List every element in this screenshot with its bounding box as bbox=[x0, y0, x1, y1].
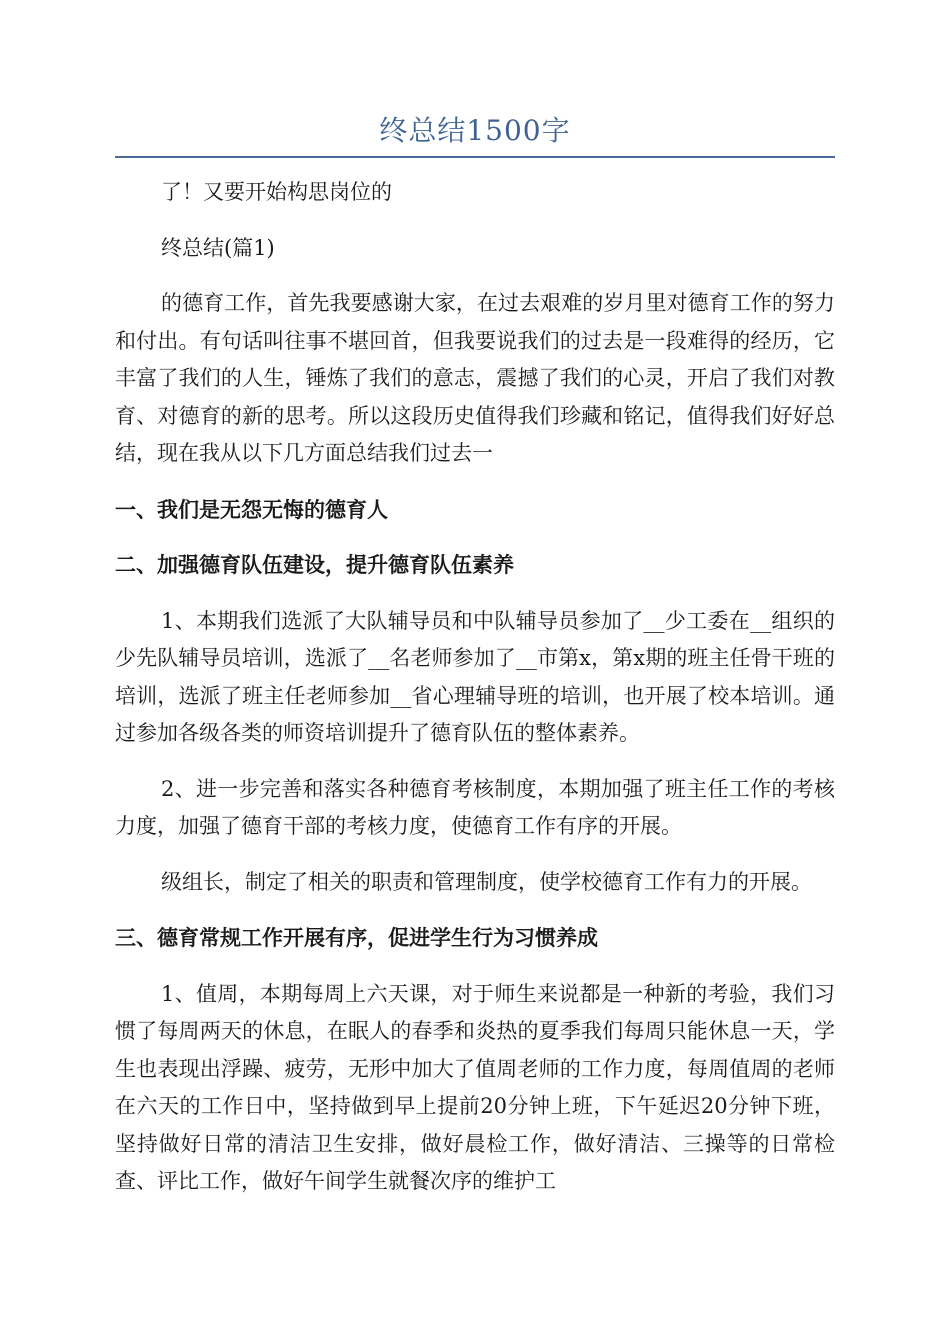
section-heading-3: 三、德育常规工作开展有序，促进学生行为习惯养成 bbox=[115, 926, 598, 950]
section-heading-2: 二、加强德育队伍建设，提升德育队伍素养 bbox=[115, 553, 514, 577]
paragraph-opening: 的德育工作，首先我要感谢大家，在过去艰难的岁月里对德育工作的努力和付出。有句话叫往事不堪回首，但我要说我们的过去是一段难得的经历，它丰富了我们的人生，锤炼了我们的意志，震撼了我们的心灵，开启了我们对教育、对德育的新的思考。所以这段历史值得我们珍藏和铭记，值得我们好好总结，现在我从以下几方面总结我们过去一 bbox=[115, 291, 835, 465]
paragraph-training: 1、本期我们选派了大队辅导员和中队辅导员参加了__少工委在__组织的少先队辅导员培训，选派了__名老师参加了__市第x，第x期的班主任骨干班的培训，选派了班主任老师参加__省心理辅导班的培训，也开展了校本培训。通过参加各级各类的师资培训提升了德育队伍的整体素养。 bbox=[115, 608, 835, 745]
document-body bbox=[115, 174, 835, 1201]
section-heading-1: 一、我们是无怨无悔的德育人 bbox=[115, 497, 388, 522]
paragraph-duty-week: 1、值周，本期每周上六天课，对于师生来说都是一种新的考验，我们习惯了每周两天的休息，在眠人的春季和炎热的夏季我们每周只能休息一天，学生也表现出浮躁、疲劳，无形中加大了值周老师的工作力度，每周值周的老师在六天的工作日中，坚持做到早上提前20分钟上班，下午延迟20分钟下班，坚持做好日常的清洁卫生安排，做好晨检工作，做好清洁、三操等的日常检查、评比工作，做好午间学生就餐次序的维护工 bbox=[115, 981, 835, 1193]
page-title: 终总结1500字 bbox=[379, 114, 571, 147]
paragraph-subtitle: 终总结(篇1) bbox=[161, 235, 275, 260]
paragraph-intro: 了！又要开始构思岗位的 bbox=[161, 180, 392, 204]
paragraph-assessment: 2、进一步完善和落实各种德育考核制度，本期加强了班主任工作的考核力度，加强了德育干部的考核力度，使德育工作有序的开展。 bbox=[115, 776, 835, 838]
title-header bbox=[115, 112, 835, 158]
paragraph-grade-leader: 级组长，制定了相关的职责和管理制度，使学校德育工作有力的开展。 bbox=[161, 869, 812, 894]
